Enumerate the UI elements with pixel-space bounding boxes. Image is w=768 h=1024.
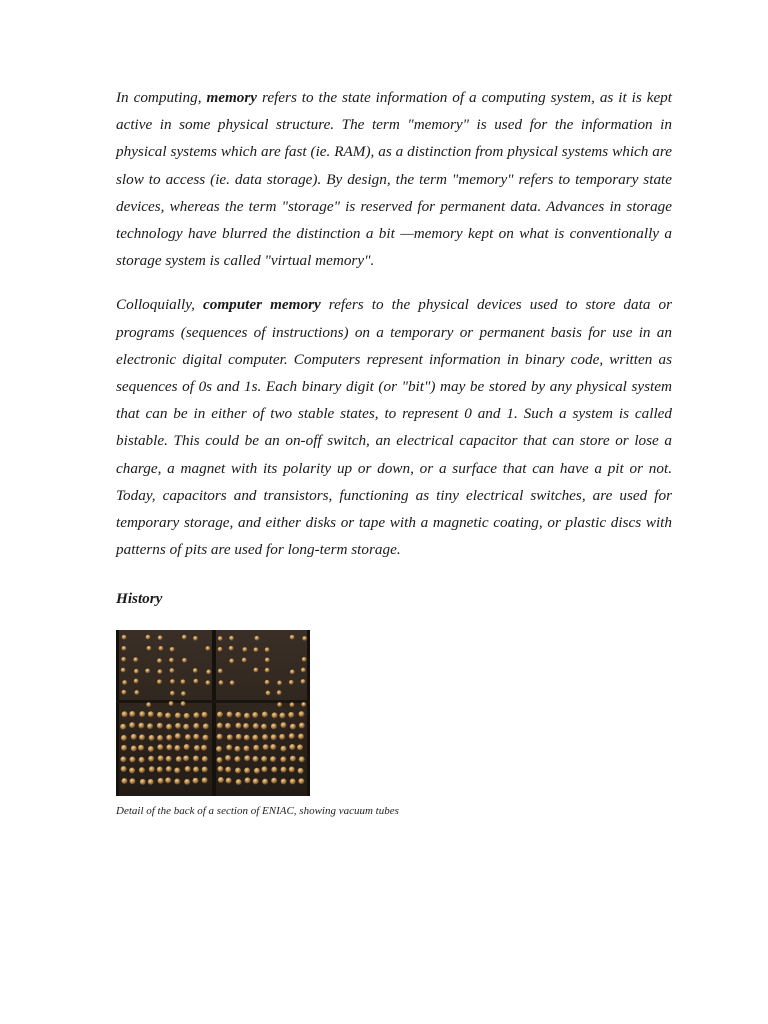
vacuum-tube <box>175 713 181 719</box>
vacuum-tube <box>169 658 174 663</box>
vacuum-tube <box>121 767 127 773</box>
vacuum-tube <box>139 712 145 718</box>
vacuum-tube <box>193 679 198 684</box>
vacuum-tube <box>218 637 223 642</box>
vacuum-tube <box>147 646 152 651</box>
vacuum-tube <box>281 767 287 773</box>
vacuum-tube <box>193 756 199 762</box>
vacuum-tube <box>218 647 223 652</box>
vacuum-tube <box>244 735 250 741</box>
vacuum-tube <box>298 734 304 740</box>
vacuum-tube <box>181 702 186 707</box>
vacuum-tube <box>157 723 163 729</box>
vacuum-tube <box>236 734 242 740</box>
vacuum-tube <box>158 636 163 641</box>
vacuum-tube <box>193 713 199 719</box>
vacuum-tube <box>138 723 144 729</box>
vacuum-tube <box>176 757 182 763</box>
vacuum-tube <box>145 669 150 674</box>
document-page <box>116 84 672 818</box>
eniac-vacuum-tubes-photo <box>116 630 310 796</box>
vacuum-tube <box>129 779 135 785</box>
vacuum-tube <box>299 712 305 718</box>
paragraph-computer-memory <box>116 291 672 563</box>
vacuum-tube <box>242 658 247 663</box>
paragraph-lead: Colloquially, <box>116 296 203 314</box>
vacuum-tube <box>175 723 181 729</box>
vacuum-tube <box>265 648 270 653</box>
paragraph-body: refers to the state information of a computing system, as it is kept active in some physical structure. The term "memory" is used for the information in physical systems which are fast (ie. RAM), as a distinction from physical systems which are slow to access (ie. data storage). By design, the term "memory" refers to temporary state devices, whereas the term "storage" is reserved for permanent data. Advances in storage technology have blurred the distinction a bit —memory kept on what is conventionally a storage system is called "virtual memory". <box>116 89 672 270</box>
vacuum-tube <box>288 712 294 718</box>
vacuum-tube <box>158 756 164 762</box>
vacuum-tube <box>193 723 199 729</box>
vacuum-tube <box>157 659 162 664</box>
vacuum-tube <box>243 746 249 752</box>
vacuum-tube <box>134 669 139 674</box>
vacuum-tube <box>159 646 164 651</box>
vacuum-tube <box>254 768 260 774</box>
eniac-photo-illustration <box>116 630 310 796</box>
vacuum-tube <box>165 778 171 784</box>
vacuum-tube <box>149 767 155 773</box>
vacuum-tube <box>149 735 155 741</box>
vacuum-tube <box>299 723 305 729</box>
vacuum-tube <box>253 724 259 730</box>
vacuum-tube <box>225 723 231 729</box>
vacuum-tube <box>265 680 270 685</box>
vacuum-tube <box>218 669 223 674</box>
vacuum-tube <box>243 723 249 729</box>
vacuum-tube <box>169 669 174 674</box>
vacuum-tube <box>193 778 199 784</box>
vacuum-tube <box>148 746 154 752</box>
vacuum-tube <box>253 648 258 653</box>
vacuum-tube <box>279 713 285 719</box>
vacuum-tube <box>252 735 258 741</box>
vacuum-tube <box>122 646 127 651</box>
vacuum-tube <box>175 734 181 740</box>
vacuum-tube <box>129 757 135 763</box>
vacuum-tube <box>261 756 267 762</box>
vacuum-tube <box>229 646 234 651</box>
vacuum-tube <box>201 745 207 751</box>
vacuum-tube <box>225 767 231 773</box>
vacuum-tube <box>193 669 198 674</box>
vacuum-tube <box>203 735 209 741</box>
vacuum-tube <box>235 723 241 729</box>
vacuum-tube <box>245 778 251 784</box>
vacuum-tube <box>148 756 154 762</box>
vacuum-tube <box>131 746 137 752</box>
vacuum-tube <box>134 691 139 696</box>
vacuum-tube <box>297 745 303 751</box>
vacuum-tube <box>271 735 277 741</box>
vacuum-tube <box>290 756 296 762</box>
vacuum-tube <box>139 768 145 774</box>
vacuum-tube <box>280 757 286 763</box>
paragraph-body: refers to the physical devices used to store data or programs (sequences of instructions) on a temporary or permanent basis for use in an electronic digital computer. Computers represent information in binary code, written as sequences of 0s and 1s. Each binary digit (or "bit") may be stored by any physical system that can be in either of two stable states, to represent 0 and 1. Such a system is called bistable. This could be an on-off switch, an electrical capacitor that can store or lose a charge, a magnet with its polarity up or down, or a surface that can have a pit or not. Today, capacitors and transistors, functioning as tiny electrical switches, are used for temporary storage, and either disks or tape with a magnetic coating, or plastic discs with patterns of pits are used for long-term storage. <box>116 296 672 559</box>
vacuum-tube <box>216 746 222 752</box>
vacuum-tube <box>266 691 271 696</box>
vacuum-tube <box>229 659 234 664</box>
vacuum-tube <box>301 703 306 708</box>
vacuum-tube <box>121 657 126 662</box>
vacuum-tube <box>148 712 154 718</box>
vacuum-tube <box>254 668 259 673</box>
vacuum-tube <box>261 724 267 730</box>
vacuum-tube <box>244 713 250 719</box>
vacuum-tube <box>289 734 295 740</box>
vacuum-tube <box>217 734 223 740</box>
vacuum-tube <box>157 735 163 741</box>
vacuum-tube <box>170 680 175 685</box>
vacuum-tube <box>289 767 295 773</box>
vacuum-tube <box>185 767 191 773</box>
vacuum-tube <box>146 703 151 708</box>
vacuum-tube <box>147 724 153 730</box>
vacuum-tube <box>229 636 234 641</box>
vacuum-tube <box>272 713 278 719</box>
vacuum-tube <box>129 711 135 717</box>
vacuum-tube <box>122 712 128 718</box>
term-memory: memory <box>206 89 258 106</box>
vacuum-tube <box>203 724 209 730</box>
vacuum-tube <box>182 658 187 663</box>
vacuum-tube <box>302 657 307 662</box>
vacuum-tube <box>253 756 259 762</box>
vacuum-tube <box>277 703 282 708</box>
vacuum-tube <box>121 745 127 751</box>
vacuum-tube <box>185 735 191 741</box>
vacuum-tube <box>253 779 259 785</box>
vacuum-tube <box>226 745 232 751</box>
vacuum-tube <box>281 779 287 785</box>
vacuum-tube <box>299 757 305 763</box>
vacuum-tube <box>301 668 306 673</box>
vacuum-tube <box>121 778 127 784</box>
term-computer-memory: computer memory <box>202 296 321 314</box>
vacuum-tube <box>262 735 268 741</box>
vacuum-tube <box>166 767 172 773</box>
vacuum-tube <box>157 680 162 685</box>
vacuum-tube <box>174 768 180 774</box>
vacuum-tube <box>244 768 250 774</box>
vacuum-tube <box>262 779 268 785</box>
vacuum-tube <box>183 756 189 762</box>
vacuum-tube <box>148 779 154 785</box>
vacuum-tube <box>290 724 296 730</box>
vacuum-tube <box>217 757 223 763</box>
vacuum-tube <box>271 724 277 730</box>
vacuum-tube <box>242 648 247 653</box>
vacuum-tube <box>206 670 211 675</box>
vacuum-tube <box>166 735 172 741</box>
vacuum-tube <box>157 745 163 751</box>
vacuum-tube <box>280 746 286 752</box>
vacuum-tube <box>121 668 126 673</box>
vacuum-tube <box>225 755 231 761</box>
vacuum-tube <box>265 658 270 663</box>
vacuum-tube <box>184 744 190 750</box>
vacuum-tube <box>281 723 287 729</box>
paragraph-lead: In computing, <box>116 89 207 106</box>
vacuum-tube <box>290 779 296 785</box>
vacuum-tube <box>227 735 233 741</box>
vacuum-tube <box>202 712 208 718</box>
vacuum-tube <box>235 712 241 718</box>
vacuum-tube <box>170 647 175 652</box>
vacuum-tube <box>277 691 282 696</box>
vacuum-tube <box>120 724 126 730</box>
vacuum-tube <box>217 766 223 772</box>
vacuum-tube <box>265 668 270 673</box>
vacuum-tube <box>194 745 200 751</box>
vacuum-tube <box>217 712 223 718</box>
vacuum-tube <box>166 724 172 730</box>
vacuum-tube <box>157 767 163 773</box>
vacuum-tube <box>122 681 127 686</box>
paragraph-memory-definition <box>116 84 672 274</box>
vacuum-tube <box>279 734 285 740</box>
vacuum-tube <box>226 778 232 784</box>
vacuum-tube <box>219 681 224 686</box>
vacuum-tube <box>120 757 126 763</box>
vacuum-tube <box>183 724 189 730</box>
vacuum-tube <box>277 681 282 686</box>
vacuum-tube <box>217 723 223 729</box>
vacuum-tube <box>193 767 199 773</box>
vacuum-tube <box>261 767 267 773</box>
vacuum-tube <box>202 756 208 762</box>
vacuum-tube <box>170 691 175 696</box>
vacuum-tube <box>139 757 145 763</box>
section-heading-history: History <box>116 590 163 608</box>
vacuum-tube <box>271 778 277 784</box>
vacuum-tube <box>181 692 186 697</box>
vacuum-tube <box>289 744 295 750</box>
vacuum-tube <box>121 735 127 741</box>
vacuum-tube <box>271 767 277 773</box>
vacuum-tube <box>157 670 162 675</box>
vacuum-tube <box>146 635 151 640</box>
vacuum-tube <box>166 745 172 751</box>
vacuum-tube <box>270 757 276 763</box>
vacuum-tube <box>174 779 180 785</box>
vacuum-tube <box>193 734 199 740</box>
vacuum-tube <box>202 767 208 773</box>
vacuum-tube <box>129 768 135 774</box>
vacuum-tube <box>205 647 210 652</box>
vacuum-tube <box>174 746 180 752</box>
vacuum-tube <box>236 779 242 785</box>
vacuum-tube <box>227 712 233 718</box>
vacuum-tube <box>230 681 235 686</box>
vacuum-tube <box>202 778 208 784</box>
vacuum-tube <box>298 768 304 774</box>
vacuum-tube <box>184 779 190 785</box>
figure-caption: Detail of the back of a section of ENIAC, showing vacuum tubes <box>116 805 399 818</box>
vacuum-tube <box>166 756 172 762</box>
vacuum-tube <box>133 658 138 663</box>
vacuum-tube <box>218 777 224 783</box>
vacuum-tube <box>263 745 269 751</box>
vacuum-tube <box>234 746 240 752</box>
vacuum-tube <box>181 680 186 685</box>
vacuum-tube <box>252 712 258 718</box>
vacuum-tube <box>301 680 306 685</box>
vacuum-tube <box>193 636 198 641</box>
vacuum-tube <box>139 735 145 741</box>
vacuum-tube <box>165 713 171 719</box>
vacuum-tube <box>138 745 144 751</box>
vacuum-tube <box>235 768 241 774</box>
vacuum-tube <box>140 779 146 785</box>
vacuum-tube <box>302 637 307 642</box>
vacuum-tube <box>289 680 294 685</box>
vacuum-tube <box>234 757 240 763</box>
vacuum-tube <box>270 744 276 750</box>
vacuum-tube <box>134 679 139 684</box>
vacuum-tube <box>129 723 135 729</box>
vacuum-tube <box>184 713 190 719</box>
vacuum-tube <box>131 734 137 740</box>
vacuum-tube <box>253 745 259 751</box>
vacuum-tube <box>122 690 127 695</box>
vacuum-tube <box>244 756 250 762</box>
vacuum-tube <box>298 779 304 785</box>
vacuum-tube <box>290 703 295 708</box>
vacuum-tube <box>255 636 260 641</box>
vacuum-tube <box>169 702 174 707</box>
vacuum-tube <box>158 778 164 784</box>
vacuum-tube <box>262 712 268 718</box>
vacuum-tube <box>290 635 295 640</box>
vacuum-tube <box>157 712 163 718</box>
vacuum-tube <box>122 635 127 640</box>
vacuum-tube <box>290 670 295 675</box>
vacuum-tube <box>182 635 187 640</box>
vacuum-tube <box>206 681 211 686</box>
